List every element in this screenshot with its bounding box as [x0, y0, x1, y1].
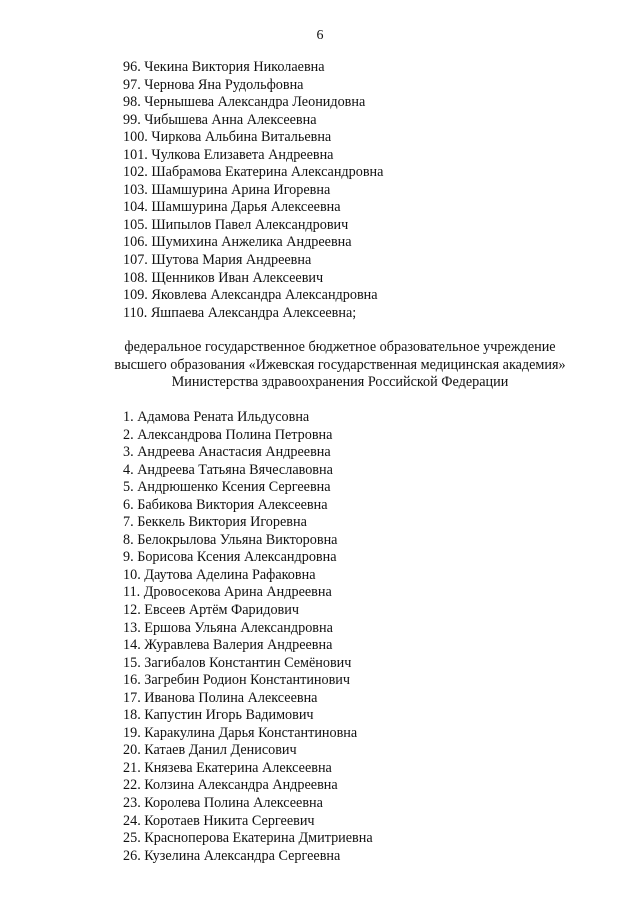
list-item: 100. Чиркова Альбина Витальевна [123, 129, 332, 146]
list-item: 6. Бабикова Виктория Алексеевна [123, 496, 328, 513]
list-item: 106. Шумихина Анжелика Андреевна [123, 234, 352, 251]
list-item: 9. Борисова Ксения Александровна [123, 549, 337, 566]
list-item: 8. Белокрылова Ульяна Викторовна [123, 531, 338, 548]
list-item: 12. Евсеев Артём Фаридович [123, 602, 299, 619]
list-item: 3. Андреева Анастасия Андреевна [123, 444, 331, 461]
page-number: 6 [316, 28, 324, 43]
list-item: 18. Капустин Игорь Вадимович [123, 707, 314, 724]
list-item: 23. Королева Полина Алексеевна [123, 795, 323, 812]
list-item: 96. Чекина Виктория Николаевна [123, 59, 325, 75]
list-item: 99. Чибышева Анна Алексеевна [123, 111, 317, 128]
list-item: 109. Яковлева Александра Александровна [123, 287, 378, 304]
list-item: 104. Шамшурина Дарья Алексеевна [123, 199, 341, 216]
list-item: 110. Яшпаева Александра Алексеевна; [123, 304, 357, 321]
name-list-academy [123, 409, 373, 865]
list-item: 13. Ершова Ульяна Александровна [123, 619, 333, 636]
list-item: 5. Андрюшенко Ксения Сергеевна [123, 479, 331, 496]
organization-heading [40, 339, 640, 392]
list-item: 16. Загребин Родион Константинович [123, 672, 351, 689]
list-item: 11. Дровосекова Арина Андреевна [123, 584, 332, 601]
organization-line-2: высшего образования «Ижевская государственная медицинская академия» [114, 356, 566, 373]
list-item: 107. Шутова Мария Андреевна [123, 252, 312, 269]
list-item: 2. Александрова Полина Петровна [123, 426, 333, 443]
list-item: 15. Загибалов Константин Семёнович [123, 654, 352, 671]
organization-line-1: федеральное государственное бюджетное образовательное учреждение [124, 339, 556, 355]
list-item: 98. Чернышева Александра Леонидовна [123, 94, 366, 111]
list-item: 101. Чулкова Елизавета Андреевна [123, 146, 334, 163]
list-item: 102. Шабрамова Екатерина Александровна [123, 164, 384, 181]
name-list-continued [123, 59, 383, 322]
organization-line-3: Министерства здравоохранения Российской Федерации [171, 374, 509, 390]
list-item: 22. Колзина Александра Андреевна [123, 777, 338, 794]
list-item: 19. Каракулина Дарья Константиновна [123, 724, 358, 741]
list-item: 17. Иванова Полина Алексеевна [123, 689, 318, 706]
list-item: 4. Андреева Татьяна Вячеславовна [123, 461, 333, 478]
list-item: 97. Чернова Яна Рудольфовна [123, 76, 304, 93]
list-item: 25. Красноперова Екатерина Дмитриевна [123, 830, 373, 847]
list-item: 10. Даутова Аделина Рафаковна [123, 566, 316, 583]
list-item: 20. Катаев Данил Денисович [123, 742, 297, 759]
list-item: 105. Шипылов Павел Александрович [123, 216, 349, 233]
list-item: 108. Щенников Иван Алексеевич [123, 269, 324, 286]
list-item: 26. Кузелина Александра Сергеевна [123, 847, 341, 864]
list-item: 1. Адамова Рената Ильдусовна [123, 409, 310, 425]
list-item: 24. Коротаев Никита Сергеевич [123, 812, 315, 829]
list-item: 21. Князева Екатерина Алексеевна [123, 759, 332, 776]
list-item: 7. Беккель Виктория Игоревна [123, 514, 307, 531]
list-item: 103. Шамшурина Арина Игоревна [123, 181, 331, 198]
list-item: 14. Журавлева Валерия Андреевна [123, 637, 333, 654]
